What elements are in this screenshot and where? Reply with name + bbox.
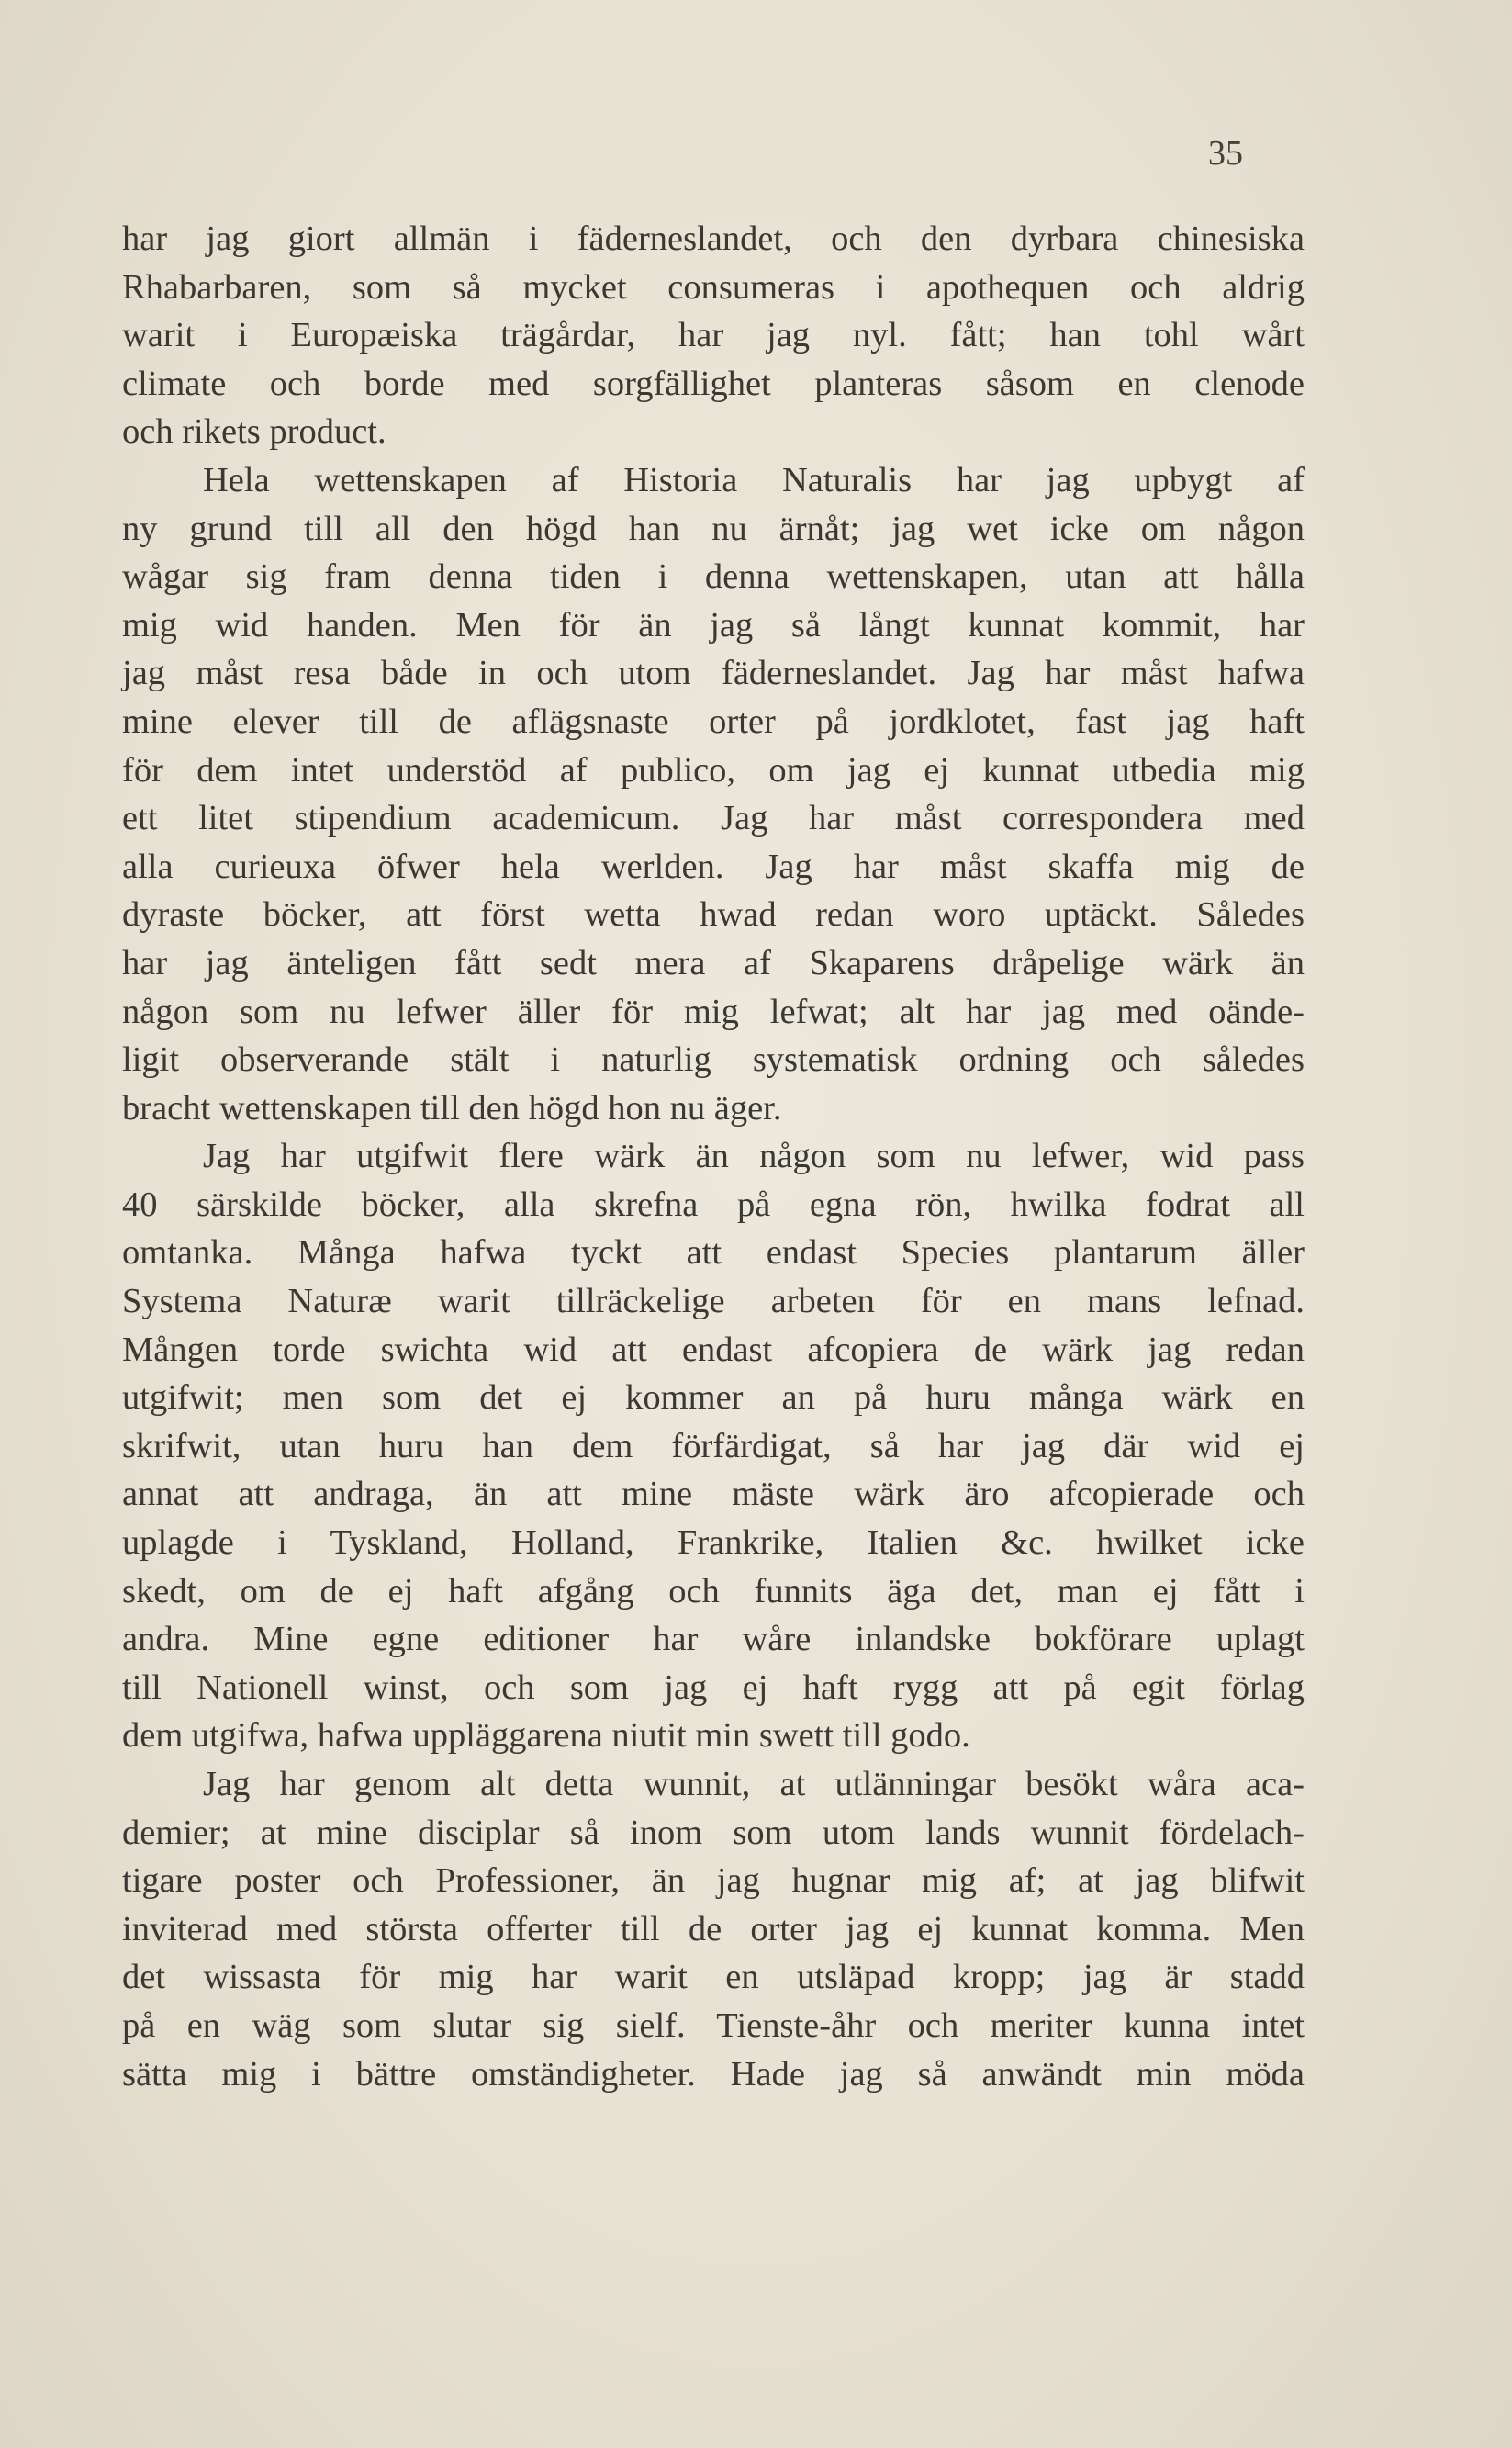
text-line: ny grund till all den högd han nu ärnåt; jag wet icke om någon xyxy=(122,509,1305,548)
text-line: någon som nu lefwer äller för mig lefwat; alt har jag med oände- xyxy=(122,992,1305,1031)
text-line: och rikets product. xyxy=(122,412,386,452)
text-line: alla curieuxa öfwer hela werlden. Jag har måst skaffa mig de xyxy=(122,847,1305,886)
text-line: tigare poster och Professioner, än jag hugnar mig af; at jag blifwit xyxy=(122,1861,1305,1901)
text-line: demier; at mine disciplar så inom som utom lands wunnit fördelach- xyxy=(122,1813,1305,1852)
text-line: annat att andraga, än att mine mäste wärk äro afcopierade och xyxy=(122,1475,1305,1514)
text-line: jag måst resa både in och utom fäderneslandet. Jag har måst hafwa xyxy=(122,654,1305,693)
text-line: uplagde i Tyskland, Holland, Frankrike, Italien &c. hwilket icke xyxy=(122,1523,1305,1563)
text-line: för dem intet understöd af publico, om jag ej kunnat utbedia mig xyxy=(122,750,1305,790)
text-line: till Nationell winst, och som jag ej haft rygg att på egit förlag xyxy=(122,1668,1305,1707)
text-line: det wissasta för mig har warit en utsläpad kropp; jag är stadd xyxy=(122,1958,1305,1997)
text-line: Systema Naturæ warit tillräckelige arbeten för en mans lefnad. xyxy=(122,1282,1305,1321)
text-line: omtanka. Många hafwa tyckt att endast Species plantarum äller xyxy=(122,1233,1305,1273)
text-line: climate och borde med sorgfällighet planteras såsom en clenode xyxy=(122,364,1305,403)
text-line: ett litet stipendium academicum. Jag har måst correspondera med xyxy=(122,799,1305,838)
text-line: ligit observerande stält i naturlig systematisk ordning och således xyxy=(122,1040,1305,1080)
text-line: bracht wettenskapen till den högd hon nu äger. xyxy=(122,1088,782,1128)
text-line: andra. Mine egne editioner har wåre inlandske bokförare uplagt xyxy=(122,1620,1305,1659)
page-number: 35 xyxy=(1208,134,1243,173)
text-line: mine elever till de aflägsnaste orter på jordklotet, fast jag haft xyxy=(122,702,1305,741)
text-line: mig wid handen. Men för än jag så långt kunnat kommit, har xyxy=(122,605,1305,645)
text-line: dyraste böcker, att först wetta hwad redan woro uptäckt. Således xyxy=(122,895,1305,935)
text-line: dem utgifwa, hafwa uppläggarena niutit min swett till godo. xyxy=(122,1716,970,1756)
text-line: Rhabarbaren, som så mycket consumeras i apothequen och aldrig xyxy=(122,267,1305,307)
text-line: Mången torde swichta wid att endast afcopiera de wärk jag redan xyxy=(122,1330,1305,1369)
text-line: 40 särskilde böcker, alla skrefna på egna rön, hwilka fodrat all xyxy=(122,1185,1305,1224)
text-line: har jag änteligen fått sedt mera af Skaparens dråpelige wärk än xyxy=(122,943,1305,983)
text-line: sätta mig i bättre omständigheter. Hade jag så anwändt min möda xyxy=(122,2054,1305,2094)
text-line: skrifwit, utan huru han dem förfärdigat, så har jag där wid ej xyxy=(122,1426,1305,1465)
text-line: warit i Europæiska trägårdar, har jag nyl. fått; han tohl wårt xyxy=(122,316,1305,355)
text-line: utgifwit; men som det ej kommer an på huru många wärk en xyxy=(122,1378,1305,1418)
body-text xyxy=(122,215,1305,2098)
paragraph-start-line: Jag har genom alt detta wunnit, at utlänningar besökt wåra aca- xyxy=(203,1765,1305,1803)
text-line: wågar sig fram denna tiden i denna wettenskapen, utan att hålla xyxy=(122,557,1305,597)
paragraph-start-line: Hela wettenskapen af Historia Naturalis har jag upbygt af xyxy=(203,460,1305,500)
text-line: på en wäg som slutar sig sielf. Tienste-åhr och meriter kunna intet xyxy=(122,2005,1305,2045)
text-line: inviterad med största offerter till de orter jag ej kunnat komma. Men xyxy=(122,1909,1305,1948)
text-line: skedt, om de ej haft afgång och funnits äga det, man ej fått i xyxy=(122,1571,1305,1611)
paragraph-start-line: Jag har utgifwit flere wärk än någon som nu lefwer, wid pass xyxy=(203,1137,1305,1176)
text-line: har jag giort allmän i fäderneslandet, och den dyrbara chinesiska xyxy=(122,219,1305,258)
